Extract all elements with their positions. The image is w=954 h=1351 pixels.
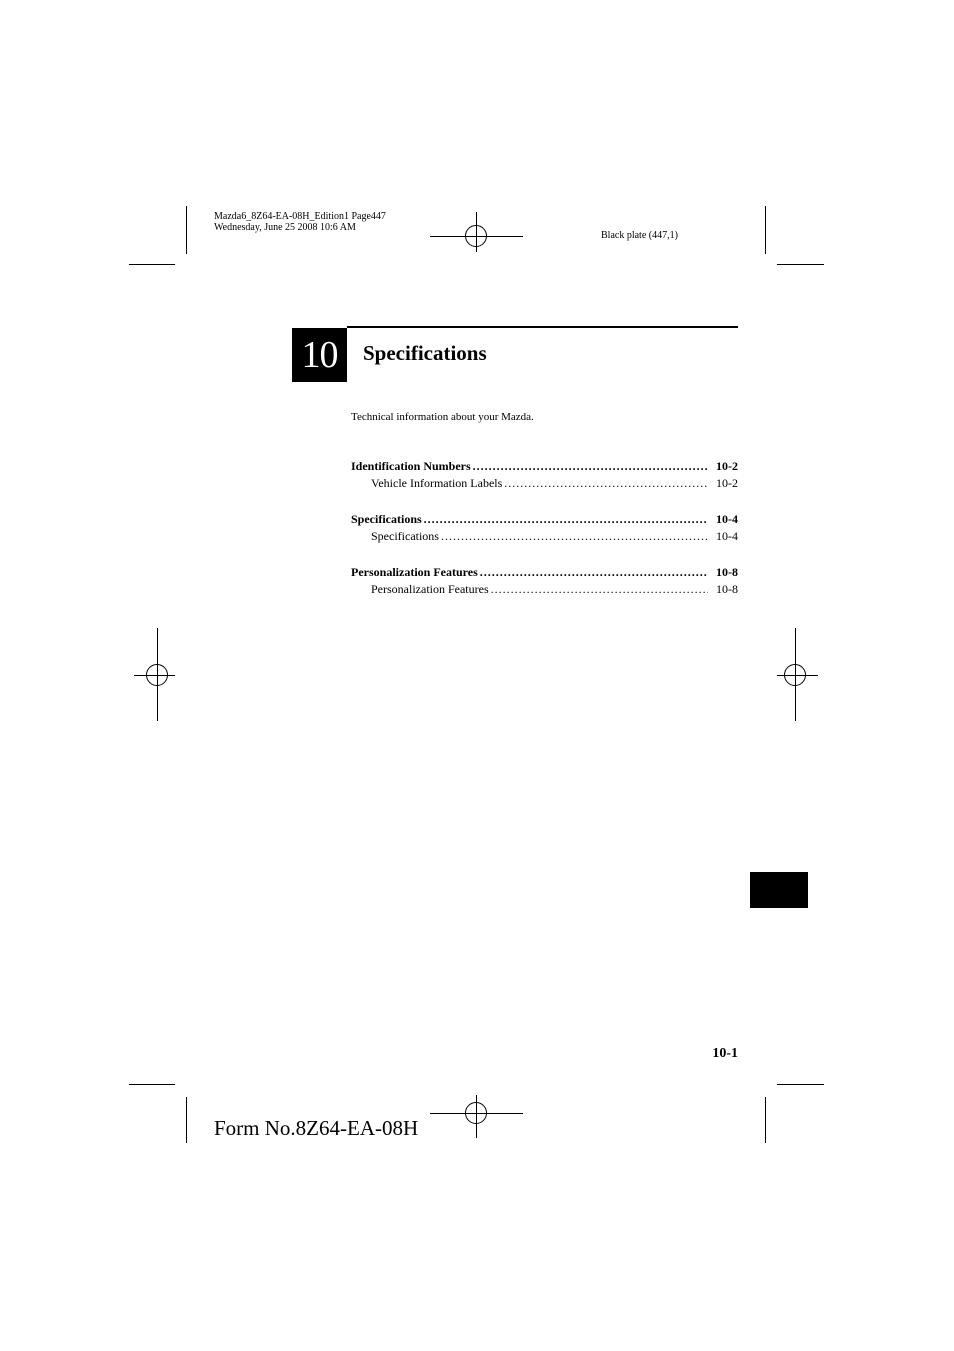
- toc-subentry-title: Specifications: [371, 528, 439, 543]
- toc-subentry[interactable]: [351, 581, 738, 598]
- chapter-rule: [347, 326, 738, 328]
- toc-leader-dots: [424, 511, 708, 528]
- crop-mark-bottom-right-horizontal: [777, 1084, 824, 1085]
- toc-entry-title: Specifications: [351, 512, 422, 526]
- crop-mark-top-left-vertical: [186, 206, 187, 254]
- toc-subentry-title: Personalization Features: [371, 581, 489, 596]
- chapter-thumb-tab: [750, 872, 808, 908]
- crop-mark-top-right-horizontal: [777, 264, 824, 265]
- toc-subentry-page: 10-2: [716, 475, 738, 490]
- toc-entry-page: 10-4: [716, 512, 738, 526]
- plate-label: Black plate (447,1): [601, 230, 678, 241]
- print-header-doc-id: Mazda6_8Z64-EA-08H_Edition1 Page447: [214, 211, 386, 222]
- toc-leader-dots: [480, 564, 708, 581]
- toc-entry-page: 10-8: [716, 565, 738, 579]
- crop-mark-bottom-left-horizontal: [129, 1084, 175, 1085]
- print-header-timestamp: Wednesday, June 25 2008 10:6 AM: [214, 222, 356, 233]
- toc-group: [351, 458, 738, 491]
- toc-entry[interactable]: [351, 511, 738, 528]
- table-of-contents: [351, 458, 738, 617]
- page-number: 10-1: [712, 1046, 738, 1061]
- chapter-intro: Technical information about your Mazda.: [351, 411, 534, 423]
- toc-entry-title: Identification Numbers: [351, 459, 471, 473]
- chapter-number: 10: [292, 328, 347, 382]
- toc-leader-dots: [504, 475, 708, 492]
- registration-mark-right-circle: [784, 664, 806, 686]
- toc-subentry-page: 10-8: [716, 581, 738, 596]
- toc-entry[interactable]: [351, 458, 738, 475]
- toc-entry[interactable]: [351, 564, 738, 581]
- crop-mark-bottom-left-vertical: [186, 1097, 187, 1143]
- toc-subentry[interactable]: [351, 475, 738, 492]
- toc-leader-dots: [441, 528, 708, 545]
- crop-mark-top-left-horizontal: [129, 264, 175, 265]
- toc-group: [351, 511, 738, 544]
- toc-leader-dots: [491, 581, 708, 598]
- chapter-title: Specifications: [363, 341, 487, 365]
- toc-leader-dots: [473, 458, 708, 475]
- registration-mark-left-circle: [146, 664, 168, 686]
- registration-mark-top-circle: [465, 225, 487, 247]
- registration-mark-bottom-circle: [465, 1102, 487, 1124]
- toc-group: [351, 564, 738, 597]
- toc-subentry[interactable]: [351, 528, 738, 545]
- toc-entry-title: Personalization Features: [351, 565, 478, 579]
- form-number: Form No.8Z64-EA-08H: [214, 1116, 419, 1140]
- toc-subentry-title: Vehicle Information Labels: [371, 475, 503, 490]
- print-header: [214, 211, 386, 233]
- toc-subentry-page: 10-4: [716, 528, 738, 543]
- toc-entry-page: 10-2: [716, 459, 738, 473]
- crop-mark-bottom-right-vertical: [765, 1097, 766, 1143]
- crop-mark-top-right-vertical: [765, 206, 766, 254]
